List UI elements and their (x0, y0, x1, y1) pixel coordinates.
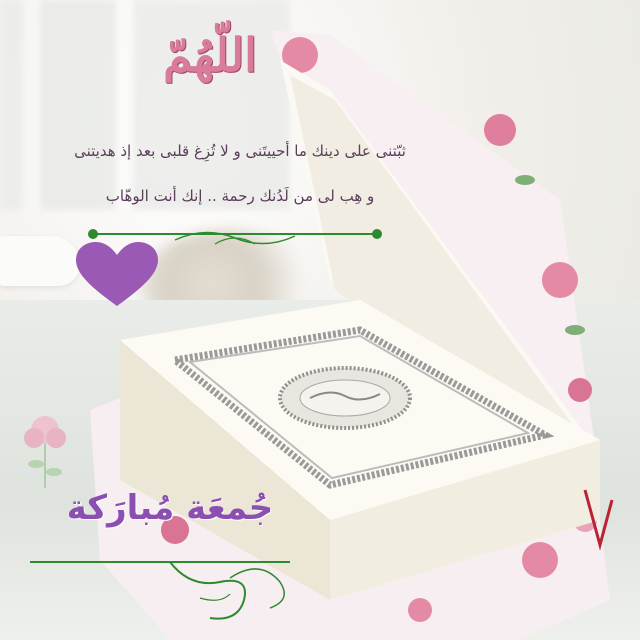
dua-line-1: ثبّتنى على دينك ما أحييتَنى و لا تُزِغ قلبى بعد إذ هديتنى (74, 142, 406, 160)
heart-icon (72, 240, 162, 310)
juma-mubaraka-text: جُمعَة مُبارَكة (66, 488, 274, 528)
dua-line-2: و هِب لى من لَدُنك رحمة .. إنك أنت الوهّاب (105, 187, 375, 205)
title-allahumma: اللّهُمّ (163, 28, 257, 82)
green-swirl-ornament (30, 548, 330, 628)
paper-scrap (0, 236, 80, 286)
